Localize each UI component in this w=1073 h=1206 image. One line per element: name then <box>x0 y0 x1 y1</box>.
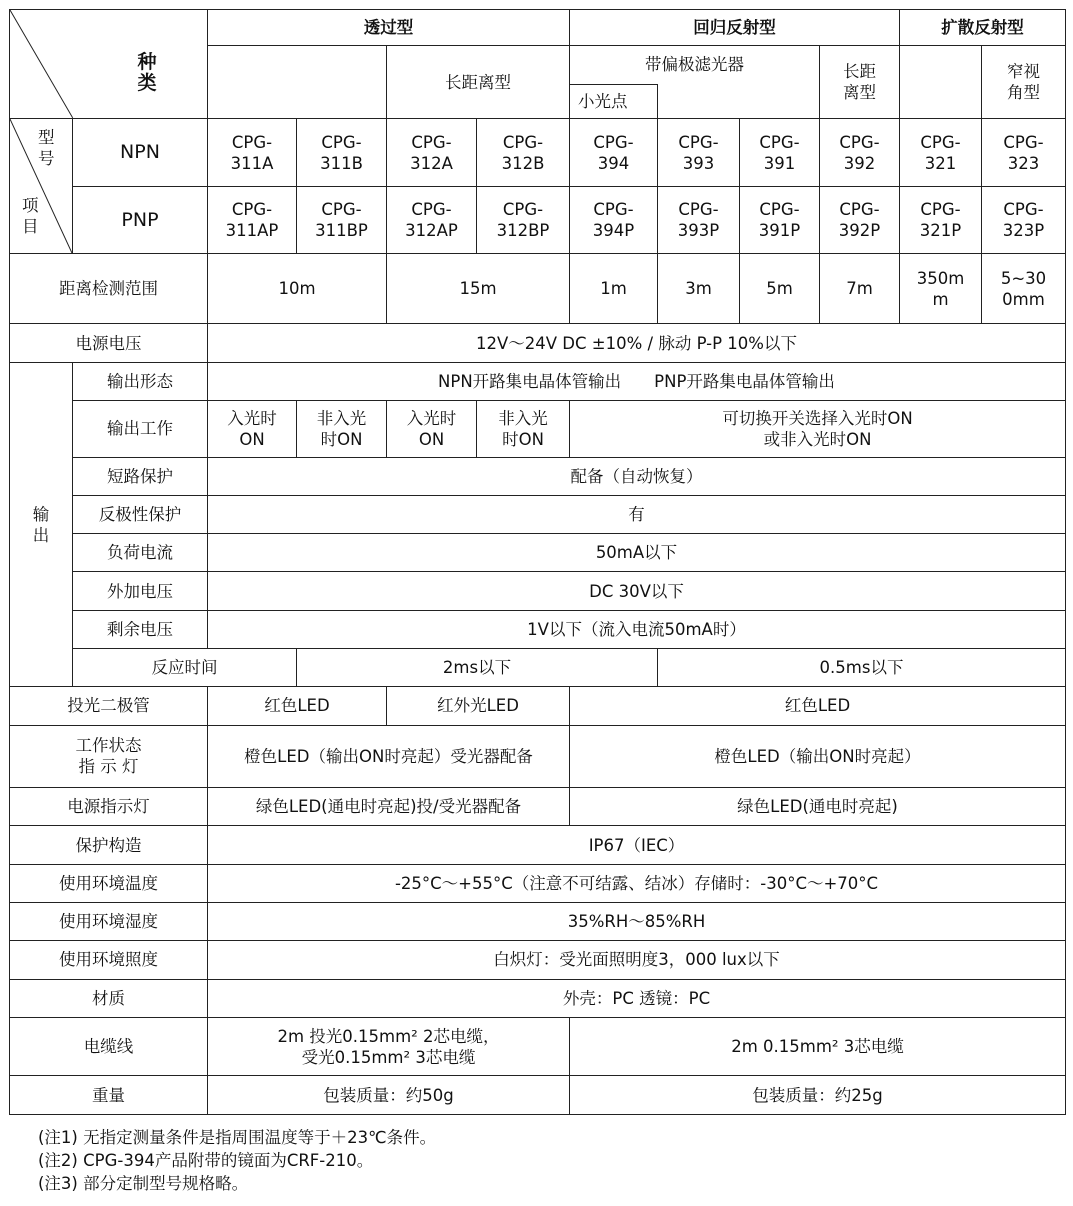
model-cell: CPG- 321P <box>900 187 982 254</box>
illumination-label: 使用环境照度 <box>10 941 208 979</box>
applied-voltage-label: 外加电压 <box>73 572 208 610</box>
range-value: 15m <box>387 253 570 324</box>
model-cell: CPG- 311A <box>208 118 297 187</box>
load-current-label: 负荷电流 <box>73 534 208 572</box>
footnote: (注2) CPG-394产品附带的镜面为CRF-210。 <box>38 1151 374 1170</box>
model-cell: CPG- 312BP <box>477 187 570 254</box>
npn-label: NPN <box>73 118 208 187</box>
cable-label: 电缆线 <box>10 1017 208 1075</box>
emitter-b: 红外光LED <box>387 687 570 725</box>
residual-voltage-label: 剩余电压 <box>73 610 208 648</box>
spec-table <box>9 9 1066 1115</box>
model-cell: CPG- 391 <box>740 118 820 187</box>
type-label: 型 号 <box>38 127 55 168</box>
model-cell: CPG- 394P <box>570 187 658 254</box>
range-label: 距离检测范围 <box>10 253 208 324</box>
power-label: 电源电压 <box>10 324 208 362</box>
model-cell: CPG- 321 <box>900 118 982 187</box>
power-led-right: 绿色LED(通电时亮起) <box>570 788 1066 826</box>
model-cell: CPG- 311AP <box>208 187 297 254</box>
humidity-value: 35%RH～85%RH <box>208 903 1066 941</box>
response-left: 2ms以下 <box>297 649 658 687</box>
model-cell: CPG- 393P <box>658 187 740 254</box>
power-value: 12V～24V DC ±10% / 脉动 P-P 10%以下 <box>208 324 1066 362</box>
output-mode-switch: 可切换开关选择入光时ON 或非入光时ON <box>570 401 1066 457</box>
corner-kind-cell <box>10 10 212 119</box>
cable-right: 2m 0.15mm² 3芯电缆 <box>570 1017 1066 1075</box>
range-value: 350m m <box>900 253 982 324</box>
residual-voltage-value: 1V以下（流入电流50mA时） <box>208 610 1066 648</box>
protection-value: IP67（IEC） <box>208 826 1066 864</box>
model-cell: CPG- 323P <box>982 187 1066 254</box>
group-transmissive: 透过型 <box>208 10 570 46</box>
indicator-right: 橙色LED（输出ON时亮起） <box>570 725 1066 788</box>
weight-left: 包装质量：约50g <box>208 1076 570 1115</box>
output-form-value: NPN开路集电晶体管输出 PNP开路集电晶体管输出 <box>208 362 1066 400</box>
group-retroreflective: 回归反射型 <box>570 10 900 46</box>
sub-small-spot: 小光点 <box>570 84 658 118</box>
power-led-left: 绿色LED(通电时亮起)投/受光器配备 <box>208 788 570 826</box>
model-cell: CPG- 312B <box>477 118 570 187</box>
material-label: 材质 <box>10 979 208 1017</box>
output-mode-label: 输出工作 <box>73 401 208 457</box>
emitter-label: 投光二极管 <box>10 687 208 725</box>
model-cell: CPG- 311B <box>297 118 387 187</box>
sub-polarizing-filter: 带偏极滤光器 <box>570 46 820 84</box>
emitter-a: 红色LED <box>208 687 387 725</box>
response-label: 反应时间 <box>73 649 297 687</box>
output-mode-value: 入光时 ON <box>387 401 477 457</box>
output-mode-value: 非入光 时ON <box>297 401 387 457</box>
weight-label: 重量 <box>10 1076 208 1115</box>
output-form-label: 输出形态 <box>73 362 208 400</box>
transmissive-standard-blank <box>208 46 387 119</box>
model-cell: CPG- 391P <box>740 187 820 254</box>
sub-narrow-angle: 窄视 角型 <box>982 46 1066 119</box>
output-mode-value: 非入光 时ON <box>477 401 570 457</box>
range-value: 5m <box>740 253 820 324</box>
item-label: 项 目 <box>22 195 39 236</box>
group-diffuse: 扩散反射型 <box>900 10 1066 46</box>
range-value: 5~30 0mm <box>982 253 1066 324</box>
polarizing-blank <box>658 84 820 118</box>
indicator-label: 工作状态 指 示 灯 <box>10 725 208 788</box>
indicator-left: 橙色LED（输出ON时亮起）受光器配备 <box>208 725 570 788</box>
temperature-label: 使用环境温度 <box>10 864 208 902</box>
model-cell: CPG- 323 <box>982 118 1066 187</box>
sub-long-distance: 长距离型 <box>387 46 570 119</box>
emitter-c: 红色LED <box>570 687 1066 725</box>
model-cell: CPG- 312AP <box>387 187 477 254</box>
illumination-value: 白炽灯：受光面照明度3，000 lux以下 <box>208 941 1066 979</box>
reverse-protection-label: 反极性保护 <box>73 495 208 533</box>
power-led-label: 电源指示灯 <box>10 788 208 826</box>
model-cell: CPG- 393 <box>658 118 740 187</box>
pnp-label: PNP <box>73 187 208 254</box>
output-group-label: 输 出 <box>10 362 73 687</box>
sub-long-distance-2: 长距 离型 <box>820 46 900 119</box>
model-cell: CPG- 392 <box>820 118 900 187</box>
kind-label: 种 类 <box>137 51 212 94</box>
spec-sheet <box>9 9 1066 1115</box>
range-value: 3m <box>658 253 740 324</box>
material-value: 外壳：PC 透镜：PC <box>208 979 1066 1017</box>
footnote: (注1) 无指定测量条件是指周围温度等于＋23℃条件。 <box>38 1128 437 1147</box>
output-mode-value: 入光时 ON <box>208 401 297 457</box>
diffuse-standard-blank <box>900 46 982 119</box>
cable-left: 2m 投光0.15mm² 2芯电缆， 受光0.15mm² 3芯电缆 <box>208 1017 570 1075</box>
reverse-protection-value: 有 <box>208 495 1066 533</box>
type-item-cell <box>10 118 73 253</box>
humidity-label: 使用环境湿度 <box>10 903 208 941</box>
footnotes <box>38 1126 436 1195</box>
short-protection-value: 配备（自动恢复） <box>208 457 1066 495</box>
short-protection-label: 短路保护 <box>73 457 208 495</box>
applied-voltage-value: DC 30V以下 <box>208 572 1066 610</box>
protection-label: 保护构造 <box>10 826 208 864</box>
footnote: (注3) 部分定制型号规格略。 <box>38 1174 249 1193</box>
model-cell: CPG- 394 <box>570 118 658 187</box>
temperature-value: -25°C～+55°C（注意不可结露、结冰）存储时：-30°C～+70°C <box>208 864 1066 902</box>
range-value: 10m <box>208 253 387 324</box>
weight-right: 包装质量：约25g <box>570 1076 1066 1115</box>
model-cell: CPG- 392P <box>820 187 900 254</box>
range-value: 7m <box>820 253 900 324</box>
load-current-value: 50mA以下 <box>208 534 1066 572</box>
model-cell: CPG- 311BP <box>297 187 387 254</box>
range-value: 1m <box>570 253 658 324</box>
response-right: 0.5ms以下 <box>658 649 1066 687</box>
model-cell: CPG- 312A <box>387 118 477 187</box>
